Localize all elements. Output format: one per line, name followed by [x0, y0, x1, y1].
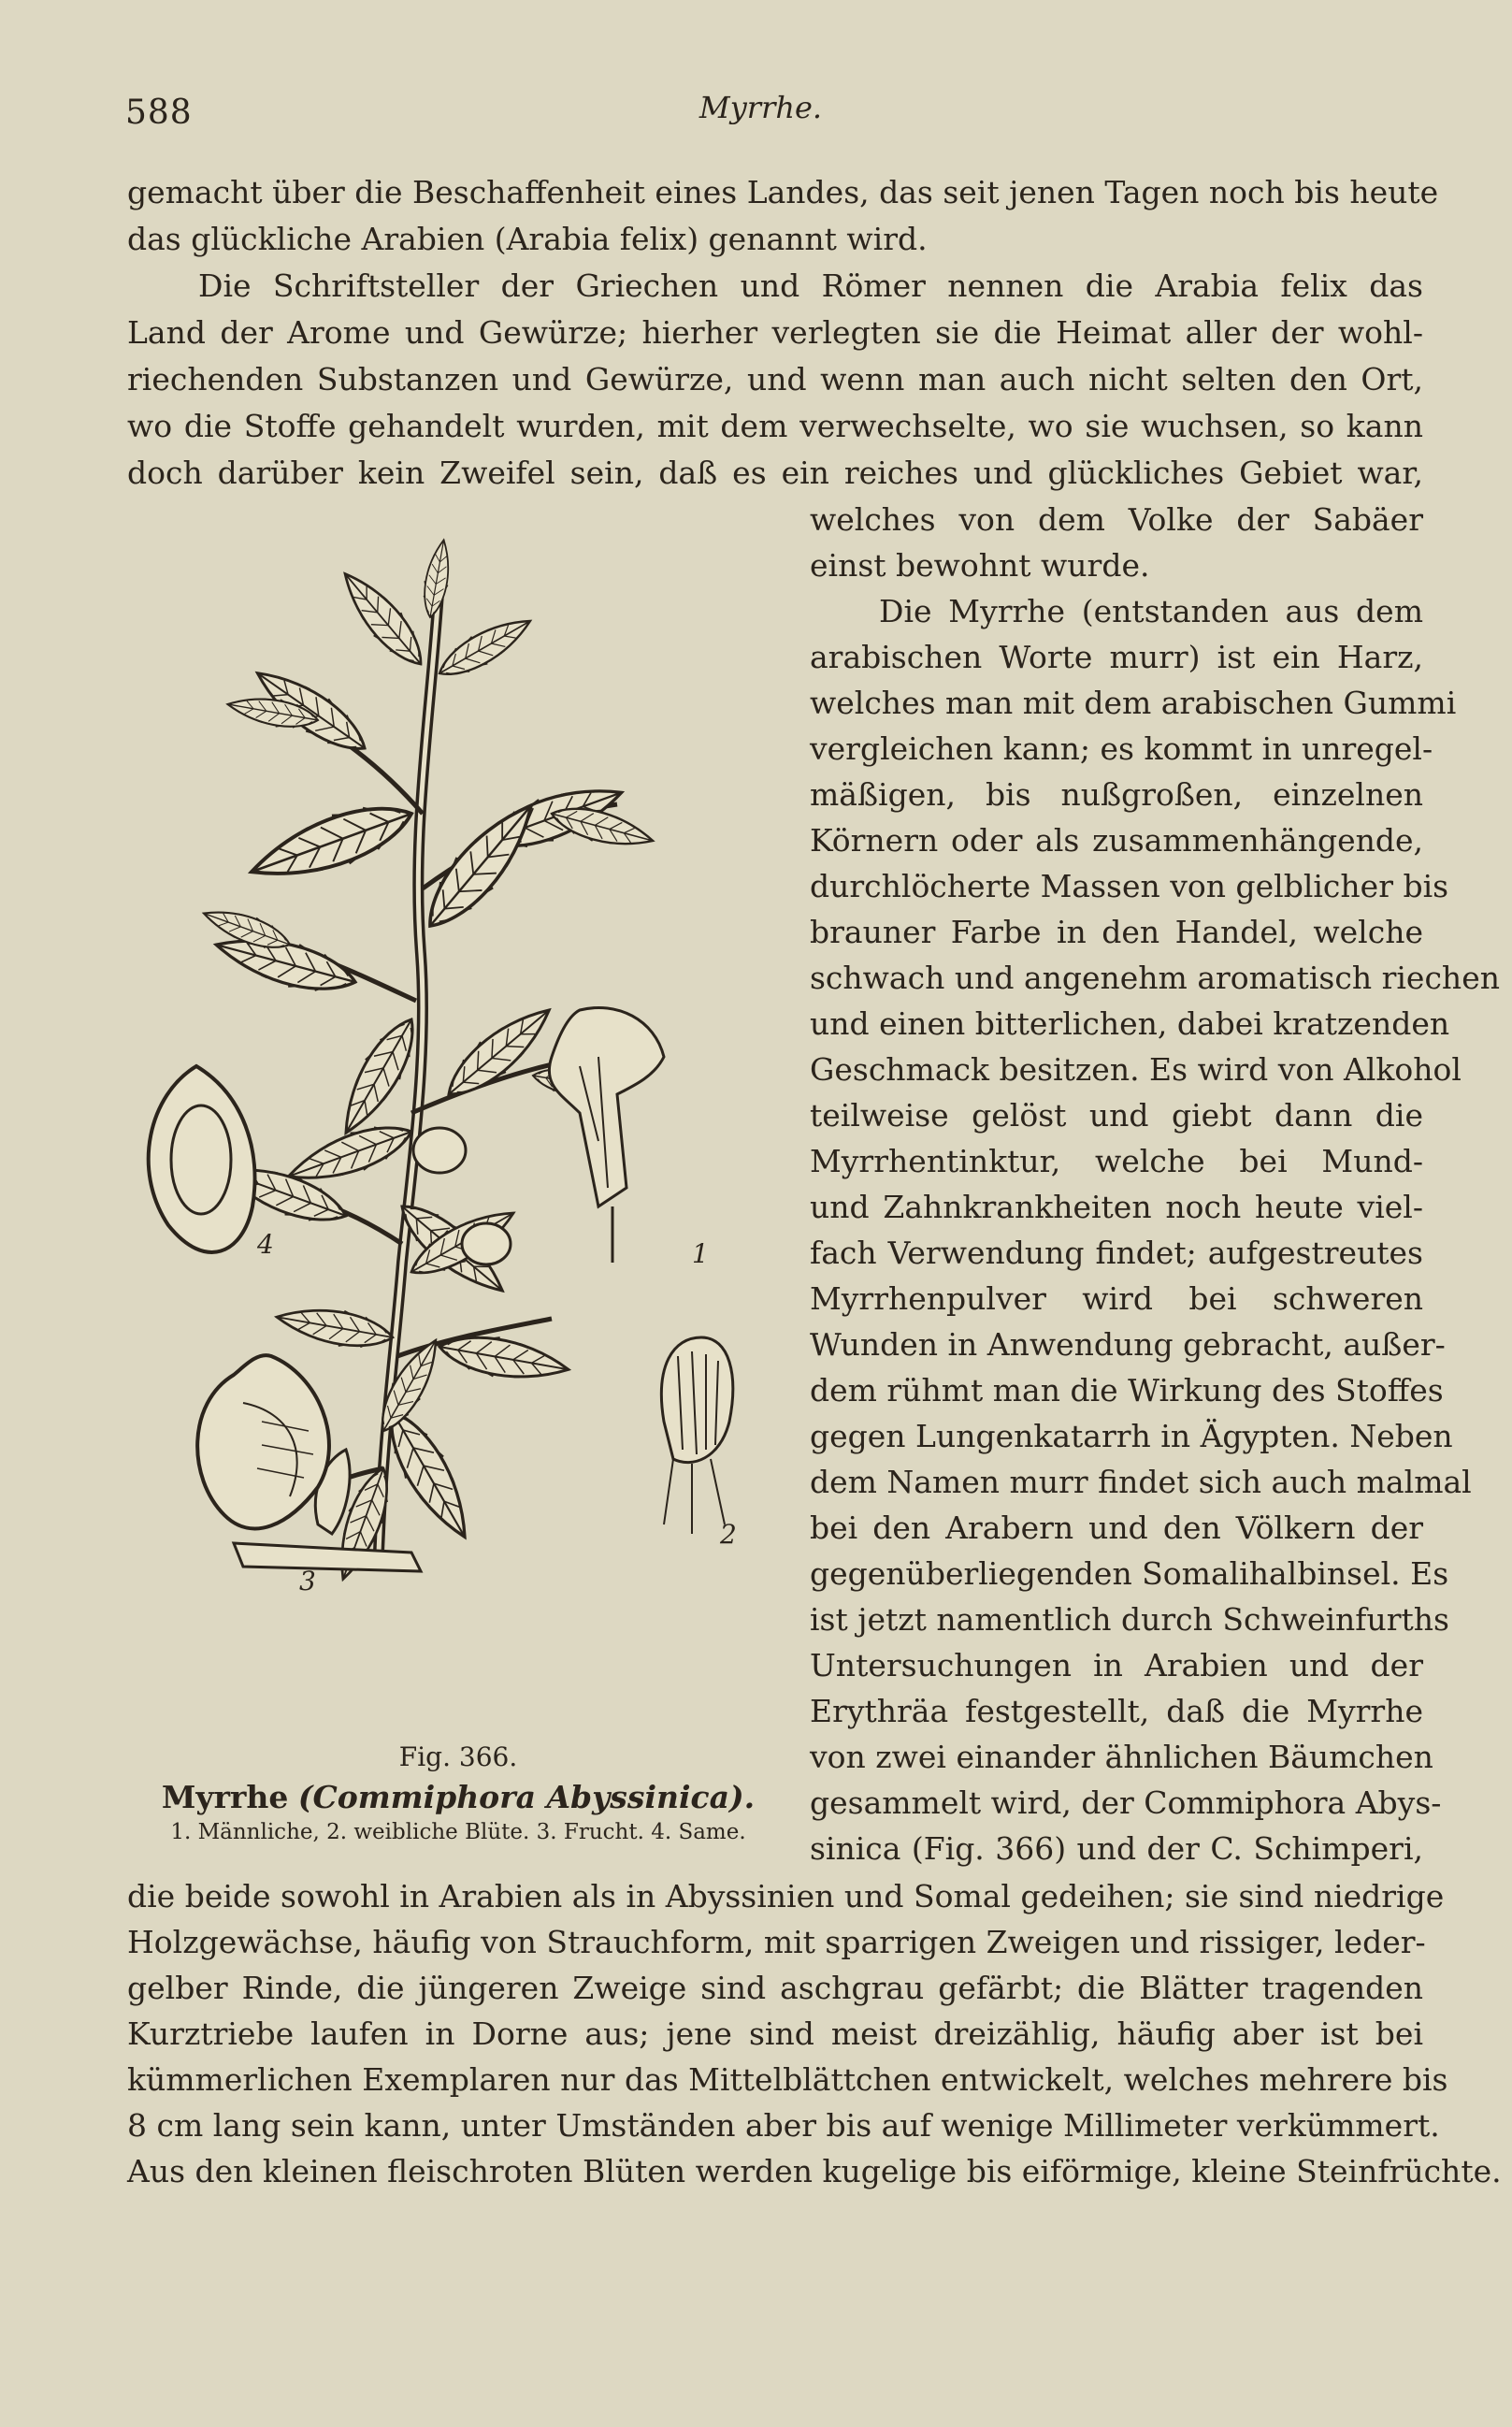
text-line: brauner Farbe in den Handel, welche	[810, 914, 1423, 950]
text-line: gegenüberliegenden Somalihalbinsel. Es	[810, 1555, 1449, 1592]
part-number-4: 4	[257, 1229, 274, 1260]
text-line: gemacht über die Beschaffenheit eines Landes, das seit jenen Tagen noch bis heute	[127, 174, 1439, 210]
text-line: gesammelt wird, der Commiphora Abys-	[810, 1784, 1442, 1821]
text-line: Kurztriebe laufen in Dorne aus; jene sind meist dreizählig, häufig aber ist bei	[127, 2015, 1423, 2052]
text-line: Die Myrrhe (entstanden aus dem	[879, 593, 1423, 629]
seed-detail	[149, 1066, 255, 1252]
text-line: Erythräa festgestellt, daß die Myrrhe	[810, 1693, 1423, 1729]
figure-caption: 1. Männliche, 2. weibliche Blüte. 3. Frucht. 4. Same.	[170, 1820, 746, 1844]
text-line: und einen bitterlichen, dabei kratzenden	[810, 1005, 1450, 1042]
text-line: Holzgewächse, häufig von Strauchform, mit sparrigen Zweigen und rissiger, leder-	[127, 1924, 1426, 1960]
text-line: Wunden in Anwendung gebracht, außer-	[810, 1326, 1446, 1363]
text-line: das glückliche Arabien (Arabia felix) genannt wird.	[127, 221, 928, 257]
text-line: 8 cm lang sein kann, unter Umständen aber bis auf wenige Millimeter verkümmert.	[127, 2107, 1440, 2144]
text-line: doch darüber kein Zweifel sein, daß es ein reiches und glückliches Gebiet war,	[127, 455, 1423, 491]
figure-label: Fig. 366.	[398, 1741, 518, 1772]
text-line: und Zahnkrankheiten noch heute viel-	[810, 1189, 1423, 1225]
text-line: Aus den kleinen fleischroten Blüten werden kugelige bis eiförmige, kleine Steinfrüchte.	[127, 2153, 1502, 2189]
text-line: durchlöcherte Massen von gelblicher bis	[810, 868, 1449, 904]
text-line: arabischen Worte murr) ist ein Harz,	[810, 639, 1423, 675]
text-line: sinica (Fig. 366) und der C. Schimperi,	[810, 1830, 1423, 1867]
text-line: dem Namen murr findet sich auch malmal	[810, 1464, 1472, 1500]
text-line: einst bewohnt wurde.	[810, 547, 1150, 584]
text-line: welches man mit dem arabischen Gummi	[810, 685, 1457, 721]
figure-title	[131, 1779, 785, 1815]
page-number: 588	[125, 94, 193, 132]
text-line: Geschmack besitzen. Es wird von Alkohol	[810, 1051, 1462, 1088]
text-line: schwach und angenehm aromatisch riechen	[810, 960, 1500, 996]
text-line: Myrrhentinktur, welche bei Mund-	[810, 1143, 1423, 1179]
fruit-detail	[197, 1355, 329, 1528]
text-line: gegen Lungenkatarrh in Ägypten. Neben	[810, 1418, 1453, 1454]
text-line: bei den Arabern und den Völkern der	[810, 1510, 1423, 1546]
text-line: Land der Arome und Gewürze; hierher verlegten sie die Heimat aller der wohl-	[127, 314, 1423, 351]
text-line: teilweise gelöst und giebt dann die	[810, 1097, 1423, 1134]
text-line: die beide sowohl in Arabien als in Abyssinien und Somal gedeihen; sie sind niedrige	[127, 1878, 1445, 1914]
figure-title-german: Myrrhe	[161, 1779, 289, 1815]
myrrh-plant-illustration	[131, 533, 785, 1730]
part-number-2: 2	[720, 1519, 737, 1550]
text-line: dem rühmt man die Wirkung des Stoffes	[810, 1372, 1444, 1409]
text-line: gelber Rinde, die jüngeren Zweige sind aschgrau gefärbt; die Blätter tragenden	[127, 1970, 1423, 2006]
text-line: ist jetzt namentlich durch Schweinfurths	[810, 1601, 1449, 1638]
text-line: welches von dem Volke der Sabäer	[810, 501, 1423, 538]
text-line: kümmerlichen Exemplaren nur das Mittelblättchen entwickelt, welches mehrere bis	[127, 2061, 1448, 2098]
text-line: Die Schriftsteller der Griechen und Römer nennen die Arabia felix das	[198, 267, 1423, 304]
text-line: wo die Stoffe gehandelt wurden, mit dem verwechselte, wo sie wuchsen, so kann	[127, 408, 1423, 444]
text-line: Untersuchungen in Arabien und der	[810, 1647, 1423, 1683]
part-number-1: 1	[692, 1238, 709, 1269]
text-line: Körnern oder als zusammenhängende,	[810, 822, 1423, 859]
text-line: riechenden Substanzen und Gewürze, und wenn man auch nicht selten den Ort,	[127, 361, 1423, 397]
female-flower-detail	[661, 1337, 732, 1534]
text-line: von zwei einander ähnlichen Bäumchen	[810, 1739, 1433, 1775]
text-line: Myrrhenpulver wird bei schweren	[810, 1280, 1423, 1317]
figure-title-latin: (Commiphora Abyssinica).	[297, 1779, 756, 1815]
running-title: Myrrhe.	[698, 90, 823, 125]
part-number-3: 3	[299, 1566, 316, 1596]
male-flower-detail	[549, 1007, 664, 1263]
text-line: vergleichen kann; es kommt in unregel-	[810, 730, 1433, 767]
text-line: fach Verwendung findet; aufgestreutes	[810, 1235, 1423, 1271]
text-line: mäßigen, bis nußgroßen, einzelnen	[810, 776, 1423, 813]
